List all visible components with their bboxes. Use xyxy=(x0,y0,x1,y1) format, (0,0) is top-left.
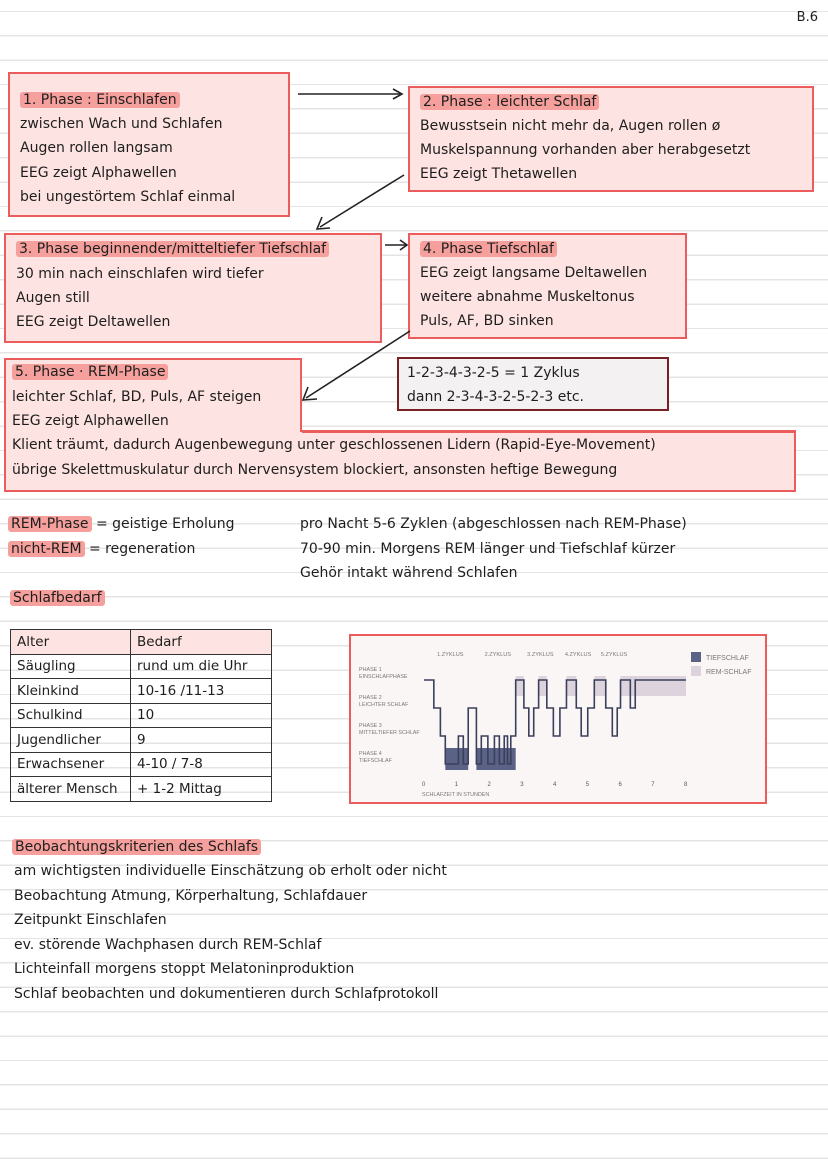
cycle-label: 5.ZYKLUS xyxy=(600,652,628,658)
table-row xyxy=(11,679,272,704)
list-item: ev. störende Wachphasen durch REM-Schlaf xyxy=(14,937,322,953)
arrow-right-icon xyxy=(384,238,410,252)
phase-5-line: leichter Schlaf, BD, Puls, AF steigen xyxy=(12,389,262,405)
nonrem-note xyxy=(8,537,195,562)
list-item: Zeitpunkt Einschlafen xyxy=(14,912,167,928)
table-cell: 4-10 / 7-8 xyxy=(131,752,272,777)
x-tick-label: 6 xyxy=(618,782,622,788)
cycle-line-1: 1-2-3-4-3-2-5 = 1 Zyklus xyxy=(407,365,580,381)
phase-4-box xyxy=(408,233,687,339)
x-tick-label: 1 xyxy=(454,782,459,788)
table-cell: älterer Mensch xyxy=(11,777,131,802)
cycle-label: 3.ZYKLUS xyxy=(527,652,554,658)
rem-note xyxy=(8,512,234,537)
list-item: am wichtigsten individuelle Einschätzung ob erholt oder nicht xyxy=(14,863,447,879)
legend-swatch xyxy=(691,666,701,676)
phase-5-line: Klient träumt, dadurch Augenbewegung unter geschlossenen Lidern (Rapid-Eye-Movement) xyxy=(12,437,656,453)
y-axis-label: PHASE 4 TIEFSCHLAF xyxy=(359,751,392,764)
hypnogram-chart xyxy=(349,634,767,804)
cycle-box xyxy=(397,357,669,411)
cycle-label: 2.ZYKLUS xyxy=(484,652,512,658)
phase-5-line: EEG zeigt Alphawellen xyxy=(12,413,169,429)
table-cell: 10-16 /11-13 xyxy=(131,679,272,704)
phase-4-line: Puls, AF, BD sinken xyxy=(420,313,554,329)
table-cell: 9 xyxy=(131,728,272,753)
table-cell: rund um die Uhr xyxy=(131,654,272,679)
phase-5-title: 5. Phase · REM-Phase xyxy=(12,364,168,380)
cycle-note: pro Nacht 5-6 Zyklen (abgeschlossen nach REM-Phase) xyxy=(300,516,687,532)
table-header: Alter xyxy=(11,630,131,655)
cycle-note: 70-90 min. Morgens REM länger und Tiefschlaf kürzer xyxy=(300,541,676,557)
arrow-down-left-icon xyxy=(312,172,408,234)
table-cell: Erwachsener xyxy=(11,752,131,777)
phase-4-line: EEG zeigt langsame Deltawellen xyxy=(420,265,648,281)
cycle-note: Gehör intakt während Schlafen xyxy=(300,565,518,581)
phase-1-box xyxy=(8,72,290,217)
rem-band xyxy=(594,676,605,696)
phase-1-title: 1. Phase : Einschlafen xyxy=(20,92,180,108)
rem-band xyxy=(566,676,576,696)
tiefschlaf-band xyxy=(476,748,515,770)
phase-2-box xyxy=(408,86,814,192)
phase-3-line: EEG zeigt Deltawellen xyxy=(16,314,171,330)
schlafbedarf-heading: Schlafbedarf xyxy=(10,590,105,606)
table-header-row xyxy=(11,630,272,655)
table-row xyxy=(11,777,272,802)
x-tick-label: 3 xyxy=(520,782,524,788)
cycle-label: 1.ZYKLUS xyxy=(437,652,464,658)
table-row xyxy=(11,703,272,728)
rem-band xyxy=(516,676,524,696)
schlafbedarf-table xyxy=(10,629,272,802)
phase-5-line: übrige Skelettmuskulatur durch Nervensystem blockiert, ansonsten heftige Bewegung xyxy=(12,462,618,478)
x-tick-label: 8 xyxy=(684,782,688,788)
list-item: Lichteinfall morgens stoppt Melatoninproduktion xyxy=(14,961,355,977)
phase-1-line: EEG zeigt Alphawellen xyxy=(20,165,177,181)
phase-1-line: bei ungestörtem Schlaf einmal xyxy=(20,189,236,205)
x-tick-label: 5 xyxy=(585,782,590,788)
phase-3-box xyxy=(4,233,382,343)
legend-swatch xyxy=(691,652,701,662)
table-row xyxy=(11,728,272,753)
cycle-line-2: dann 2-3-4-3-2-5-2-3 etc. xyxy=(407,389,584,405)
phase-1-line: zwischen Wach und Schlafen xyxy=(20,116,223,132)
phase-1-line: Augen rollen langsam xyxy=(20,140,173,156)
table-cell: Kleinkind xyxy=(11,679,131,704)
page-number: B.6 xyxy=(796,10,818,25)
list-item: Beobachtung Atmung, Körperhaltung, Schlafdauer xyxy=(14,888,368,904)
table-cell: Jugendlicher xyxy=(11,728,131,753)
phase-4-title: 4. Phase Tiefschlaf xyxy=(420,241,557,257)
list-item: Schlaf beobachten und dokumentieren durch Schlafprotokoll xyxy=(14,986,439,1002)
rem-text: = geistige Erholung xyxy=(91,516,235,532)
phase-2-title: 2. Phase : leichter Schlaf xyxy=(420,94,599,110)
arrow-right-icon xyxy=(296,86,408,102)
phase-4-line: weitere abnahme Muskeltonus xyxy=(420,289,635,305)
phase-2-line: Bewusstsein nicht mehr da, Augen rollen ø xyxy=(420,118,721,134)
table-cell: 10 xyxy=(131,703,272,728)
y-axis-label: PHASE 1 EINSCHLAFPHASE xyxy=(359,667,408,680)
table-row xyxy=(11,654,272,679)
phase-3-line: Augen still xyxy=(16,290,90,306)
x-axis-label: SCHLAFZEIT IN STUNDEN xyxy=(422,792,490,798)
x-tick-label: 4 xyxy=(553,782,557,788)
y-axis-label: PHASE 3 MITTELTIEFER SCHLAF xyxy=(359,723,420,736)
legend-label: TIEFSCHLAF xyxy=(706,655,749,662)
table-cell: + 1-2 Mittag xyxy=(131,777,272,802)
table-header: Bedarf xyxy=(131,630,272,655)
cycle-label: 4.ZYKLUS xyxy=(564,652,592,658)
nonrem-text: = regeneration xyxy=(84,541,196,557)
rem-label: REM-Phase xyxy=(8,516,92,532)
table-cell: Schulkind xyxy=(11,703,131,728)
beobachtung-heading: Beobachtungskriterien des Schlafs xyxy=(12,839,261,855)
nonrem-label: nicht-REM xyxy=(8,541,85,557)
table-cell: Säugling xyxy=(11,654,131,679)
tiefschlaf-band xyxy=(445,748,468,770)
x-tick-label: 2 xyxy=(487,782,491,788)
y-axis-label: PHASE 2 LEICHTER SCHLAF xyxy=(359,695,409,708)
table-row xyxy=(11,752,272,777)
phase-3-title: 3. Phase beginnender/mitteltiefer Tiefschlaf xyxy=(16,241,329,257)
rem-band xyxy=(539,676,547,696)
hypnogram-svg xyxy=(351,636,764,801)
phase-3-line: 30 min nach einschlafen wird tiefer xyxy=(16,266,264,282)
phase-2-line: Muskelspannung vorhanden aber herabgesetzt xyxy=(420,142,751,158)
legend-label: REM-SCHLAF xyxy=(706,669,752,676)
phase-2-line: EEG zeigt Thetawellen xyxy=(420,166,578,182)
x-tick-label: 0 xyxy=(422,782,426,788)
x-tick-label: 7 xyxy=(651,782,655,788)
